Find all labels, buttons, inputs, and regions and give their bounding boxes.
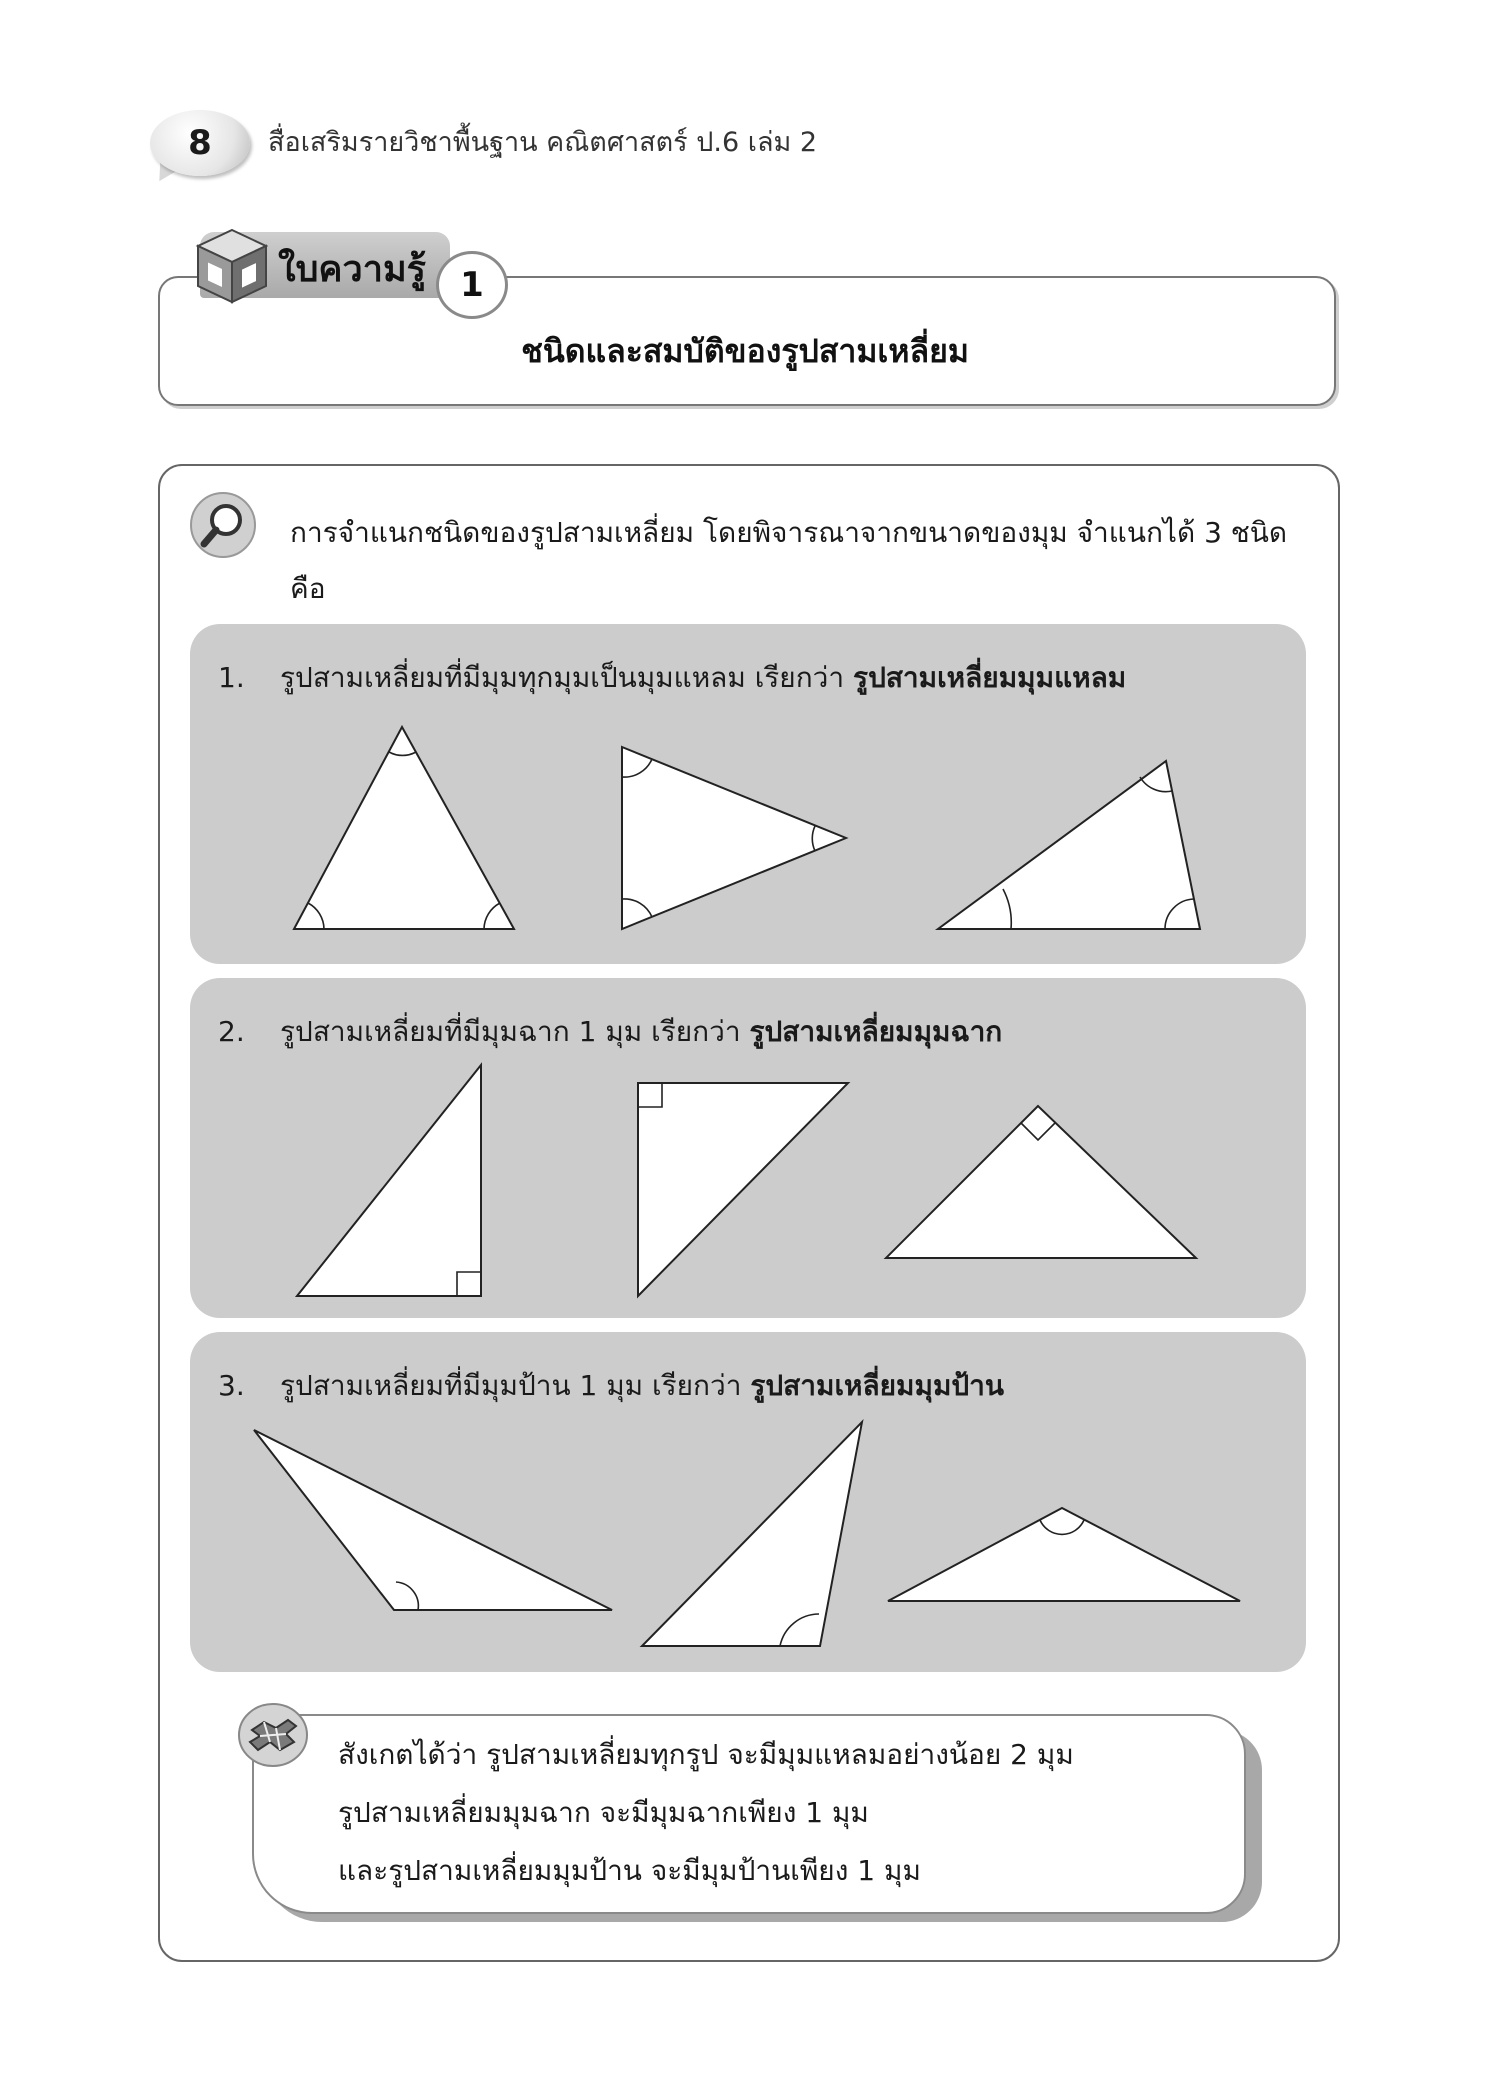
tab-number: 1 <box>436 251 508 319</box>
obtuse-triangle-2 <box>642 1422 862 1646</box>
summary-line-2: รูปสามเหลี่ยมมุมฉาก จะมีมุมฉากเพียง 1 มุม <box>338 1796 869 1829</box>
type-term: รูปสามเหลี่ยมมุมฉาก <box>749 1015 1003 1048</box>
book-title: สื่อเสริมรายวิชาพื้นฐาน คณิตศาสตร์ ป.6 เล่ม 2 <box>268 127 818 158</box>
type-term: รูปสามเหลี่ยมมุมแหลม <box>853 661 1127 694</box>
puzzle-icon <box>236 1700 310 1770</box>
acute-triangle-3 <box>938 761 1200 929</box>
summary-line-3: และรูปสามเหลี่ยมมุมป้าน จะมีมุมป้านเพียง 1 มุม <box>338 1854 921 1887</box>
acute-triangle-1 <box>294 727 514 929</box>
right-triangle-2 <box>638 1083 848 1296</box>
type-number: 2. <box>218 1015 245 1048</box>
summary-line-1: สังเกตได้ว่า รูปสามเหลี่ยมทุกรูป จะมีมุมแหลมอย่างน้อย 2 มุม <box>338 1738 1074 1771</box>
right-triangle-1 <box>297 1065 481 1296</box>
tab-label: ใบความรู้ <box>278 249 427 290</box>
type-term: รูปสามเหลี่ยมมุมป้าน <box>750 1369 1005 1402</box>
summary-text <box>338 1726 1238 1900</box>
obtuse-triangle-1 <box>254 1430 612 1610</box>
right-triangle-3 <box>886 1106 1196 1258</box>
obtuse-triangle-3 <box>888 1508 1240 1601</box>
type-description: รูปสามเหลี่ยมที่มีมุมฉาก 1 มุม เรียกว่า <box>280 1015 741 1048</box>
section-title: ชนิดและสมบัติของรูปสามเหลี่ยม <box>521 332 969 370</box>
type-description: รูปสามเหลี่ยมที่มีมุมป้าน 1 มุม เรียกว่า <box>280 1369 742 1402</box>
intro-text: การจำแนกชนิดของรูปสามเหลี่ยม โดยพิจารณาจากขนาดของมุม จำแนกได้ 3 ชนิด คือ <box>290 516 1288 605</box>
type-number: 3. <box>218 1369 245 1402</box>
type-number: 1. <box>218 661 245 694</box>
page-number: 8 <box>150 110 250 176</box>
type-description: รูปสามเหลี่ยมที่มีมุมทุกมุมเป็นมุมแหลม เรียกว่า <box>280 661 845 694</box>
